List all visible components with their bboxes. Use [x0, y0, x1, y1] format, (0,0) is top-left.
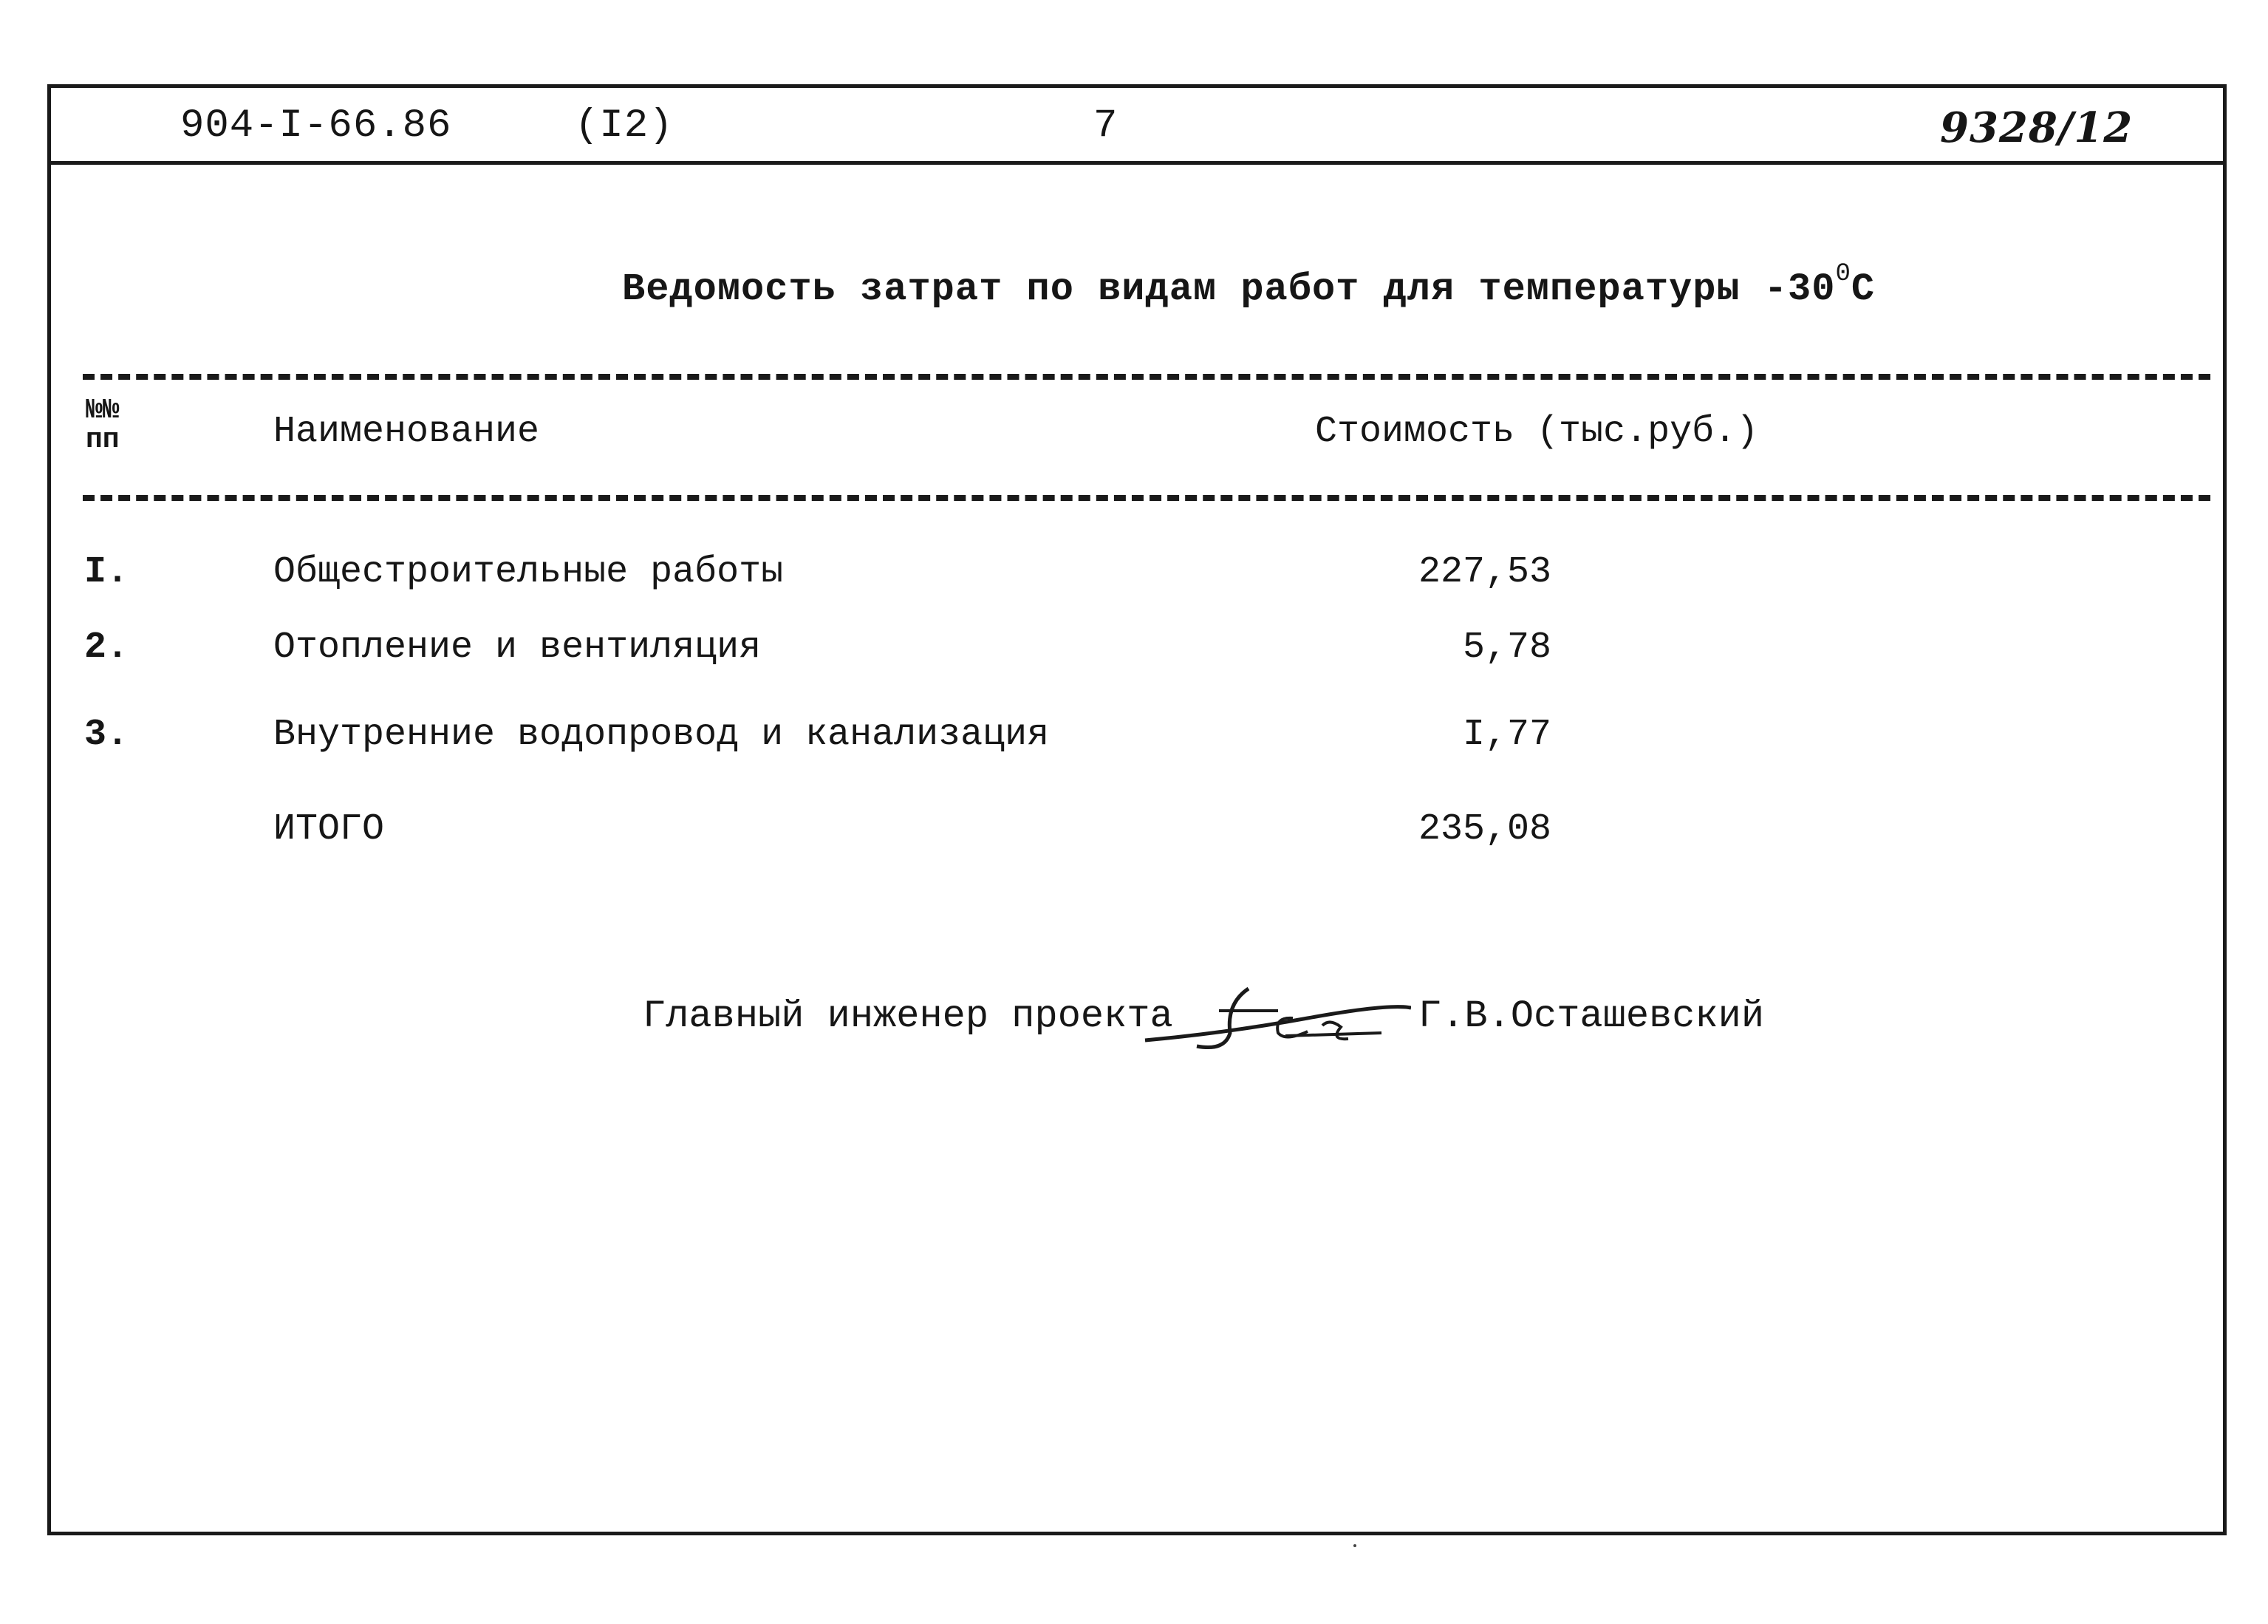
page-title — [622, 260, 1875, 311]
table-row — [0, 551, 2268, 603]
row-number: 2. — [84, 627, 129, 669]
signature-mark — [1138, 974, 1411, 1055]
header-name: Наименование — [273, 411, 540, 453]
row-name: Отопление и вентиляция — [273, 627, 762, 669]
table-row — [0, 714, 2268, 765]
row-cost: 5,78 — [1462, 627, 1551, 669]
row-number: I. — [84, 551, 129, 593]
table-row — [0, 627, 2268, 678]
page-number: 7 — [1093, 103, 1118, 149]
signatory-name: Г.В.Осташевский — [1418, 994, 1765, 1038]
header-divider — [47, 161, 2227, 165]
total-row — [0, 808, 2268, 860]
inventory-number: 9328/12 — [1940, 103, 2134, 152]
total-label: ИТОГО — [273, 808, 385, 850]
doc-code: 904-I-66.86 — [180, 103, 452, 149]
row-cost: I,77 — [1462, 714, 1551, 756]
table-top-rule — [83, 374, 2210, 380]
header-cost: Стоимость (тыс.руб.) — [1315, 411, 1759, 453]
sheet-code: (I2) — [575, 103, 674, 149]
row-name: Общестроительные работы — [273, 551, 784, 593]
title-text: Ведомость затрат по видам работ для температуры -30 — [622, 267, 1836, 311]
signatory-position: Главный инженер проекта — [643, 994, 1173, 1038]
title-degree: 0 — [1835, 260, 1851, 288]
row-name: Внутренние водопровод и канализация — [273, 714, 1050, 756]
row-number: 3. — [84, 714, 129, 756]
total-cost: 235,08 — [1418, 808, 1551, 850]
row-cost: 227,53 — [1418, 551, 1551, 593]
header-number: №№ пп — [86, 395, 120, 456]
table-header-rule — [83, 495, 2210, 501]
title-unit: C — [1851, 267, 1876, 311]
scan-speck — [1353, 1544, 1356, 1547]
